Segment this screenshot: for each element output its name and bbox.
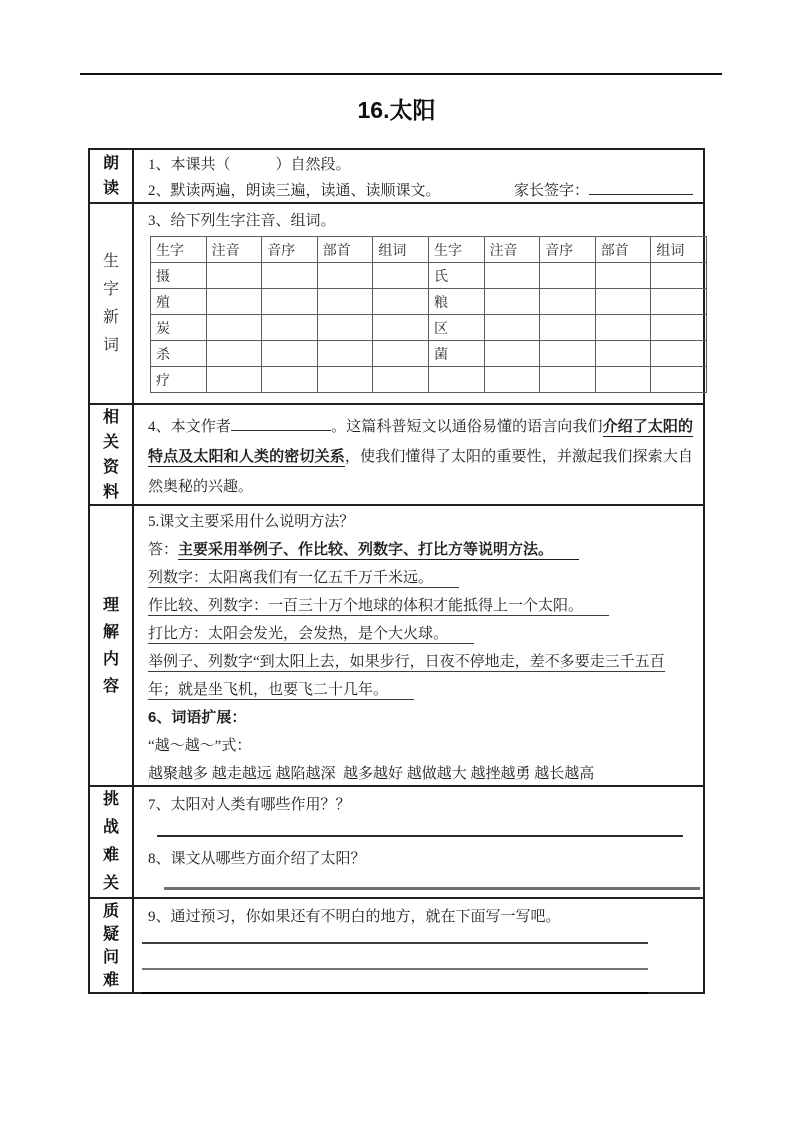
character-row [151,289,707,315]
col-header: 部首 [317,237,373,263]
section-label-new-words [90,204,134,403]
col-header: 音序 [262,237,318,263]
empty-cell [206,367,262,393]
col-header: 生字 [428,237,484,263]
empty-cell [540,367,596,393]
empty-cell [317,315,373,341]
word-pattern: “越～越～”式： [148,738,252,754]
empty-cell [651,367,707,393]
word-expansion-heading: 6、词语扩展： [148,709,247,726]
empty-cell [373,315,429,341]
question-5: 5.课文主要采用什么说明方法？ [148,514,355,530]
col-header: 部首 [595,237,651,263]
character-cell: 菌 [428,341,484,367]
section-related-info [90,403,703,504]
answer-5 [148,536,693,564]
section-comprehension-content [134,506,703,785]
empty-cell [317,289,373,315]
method-example-1 [148,564,693,592]
section-label-comprehension [90,506,134,785]
question-8: 8、课文从哪些方面介绍了太阳？ [148,851,366,867]
empty-cell [540,289,596,315]
character-cell: 摄 [151,263,207,289]
question-8-answer-line [164,887,700,890]
empty-cell [540,263,596,289]
empty-cell [484,289,540,315]
section-related-info-content [134,405,703,504]
empty-cell [484,315,540,341]
parent-signature-label: 家长签字： [513,183,589,199]
section-questions-content [134,899,703,992]
section-reading [90,150,703,202]
answer-prefix: 答： [148,542,179,558]
section-label-reading [90,150,134,202]
write-line-3 [142,992,648,994]
parent-signature-blank [589,179,693,195]
empty-cell [595,367,651,393]
write-line-1 [142,942,648,944]
character-cell: 粮 [428,289,484,315]
empty-cell [262,289,318,315]
empty-cell [595,289,651,315]
empty-cell [373,367,429,393]
character-cell: 殖 [151,289,207,315]
empty-cell [540,315,596,341]
page-title: 16.太阳 [357,97,436,123]
method-example-1-text: 列数字：太阳离我们有一亿五千万千米远。 [148,570,459,588]
section-challenge-content [134,787,710,897]
header-rule [80,73,722,75]
question-7-answer-line [157,835,683,837]
section-new-words-content [134,204,717,403]
empty-cell [484,263,540,289]
reading-item-2-text: 2、默读两遍，朗读三遍，读通、读顺课文。 [148,183,441,199]
character-table [150,236,707,393]
author-prompt: 4、本文作者 [148,419,231,435]
character-row [151,367,707,393]
section-label-text: 相关资料 [102,408,119,501]
summary-key-point: 介绍了太阳的特点及太阳和人类的密切关系 [148,418,693,465]
section-new-words [90,202,703,403]
summary-text-1: 。这篇科普短文以通俗易懂的语言向我们 [331,419,603,435]
character-table-header-row [151,237,707,263]
empty-cell [206,315,262,341]
character-row [151,315,707,341]
empty-cell [373,341,429,367]
col-header: 注音 [484,237,540,263]
worksheet-table [88,148,705,994]
write-line-2 [142,968,648,970]
col-header: 生字 [151,237,207,263]
col-header: 音序 [540,237,596,263]
section-challenge [90,785,703,897]
method-example-3 [148,620,693,648]
empty-cell [206,341,262,367]
word-expansion-list: 越聚越多 越走越远 越陷越深 越多越好 越做越大 越挫越勇 越长越高 [148,766,595,782]
empty-cell [317,341,373,367]
section-reading-content [134,150,703,202]
question-9: 9、通过预习，你如果还有不明白的地方，就在下面写一写吧。 [148,909,561,925]
empty-cell [651,315,707,341]
character-cell: 疗 [151,367,207,393]
character-cell: 杀 [151,341,207,367]
method-example-2 [148,592,693,620]
character-cell: 氏 [428,263,484,289]
empty-cell [651,263,707,289]
author-blank [231,415,331,431]
reading-item-1: 1、本课共（ ）自然段。 [148,157,351,173]
empty-cell [595,341,651,367]
character-table-wrap [148,236,707,393]
method-example-4 [148,648,693,704]
empty-cell [317,367,373,393]
section-label-text: 生字新词 [102,252,119,354]
question-7: 7、太阳对人类有哪些作用？？ [148,797,351,813]
section-questions [90,897,703,992]
empty-cell [317,263,373,289]
character-row [151,341,707,367]
empty-cell [206,289,262,315]
parent-signature [514,178,693,204]
related-info-paragraph [148,407,693,502]
col-header: 组词 [651,237,707,263]
empty-cell [262,367,318,393]
section-comprehension [90,504,703,785]
new-words-prompt: 3、给下列生字注音、组词。 [148,213,336,229]
method-example-3-text: 打比方：太阳会发光，会发热，是个大火球。 [148,626,474,644]
section-label-text: 朗读 [102,155,119,197]
empty-cell [262,263,318,289]
empty-cell [484,341,540,367]
section-label-related-info [90,405,134,504]
empty-cell [651,341,707,367]
section-label-text: 挑战难关 [102,791,119,892]
col-header: 注音 [206,237,262,263]
empty-cell [373,263,429,289]
character-cell [428,367,484,393]
summary-text-2: ，使我们懂得了太阳的重要性，并激起我们探索大自然奥秘的兴趣。 [148,449,693,495]
empty-cell [484,367,540,393]
empty-cell [595,263,651,289]
col-header: 组词 [373,237,429,263]
section-label-text: 理解内容 [102,596,119,695]
empty-cell [540,341,596,367]
empty-cell [373,289,429,315]
section-label-challenge [90,787,134,897]
empty-cell [595,315,651,341]
method-example-4-text: 举例子、列数字“到太阳上去，如果步行，日夜不停地走，差不多要走三千五百年；就是坐飞机，也要飞二十几年。 [148,654,665,698]
character-row [151,263,707,289]
answer-5-text: 主要采用举例子、作比较、列数字、打比方等说明方法。 [178,541,579,560]
section-label-text: 质疑问难 [102,902,119,989]
reading-item-2 [148,178,693,204]
method-example-2-text: 作比较、列数字：一百三十万个地球的体积才能抵得上一个太阳。 [148,598,609,616]
empty-cell [206,263,262,289]
empty-cell [651,289,707,315]
character-cell: 区 [428,315,484,341]
character-cell: 炭 [151,315,207,341]
empty-cell [262,315,318,341]
empty-cell [262,341,318,367]
section-label-questions [90,899,134,992]
